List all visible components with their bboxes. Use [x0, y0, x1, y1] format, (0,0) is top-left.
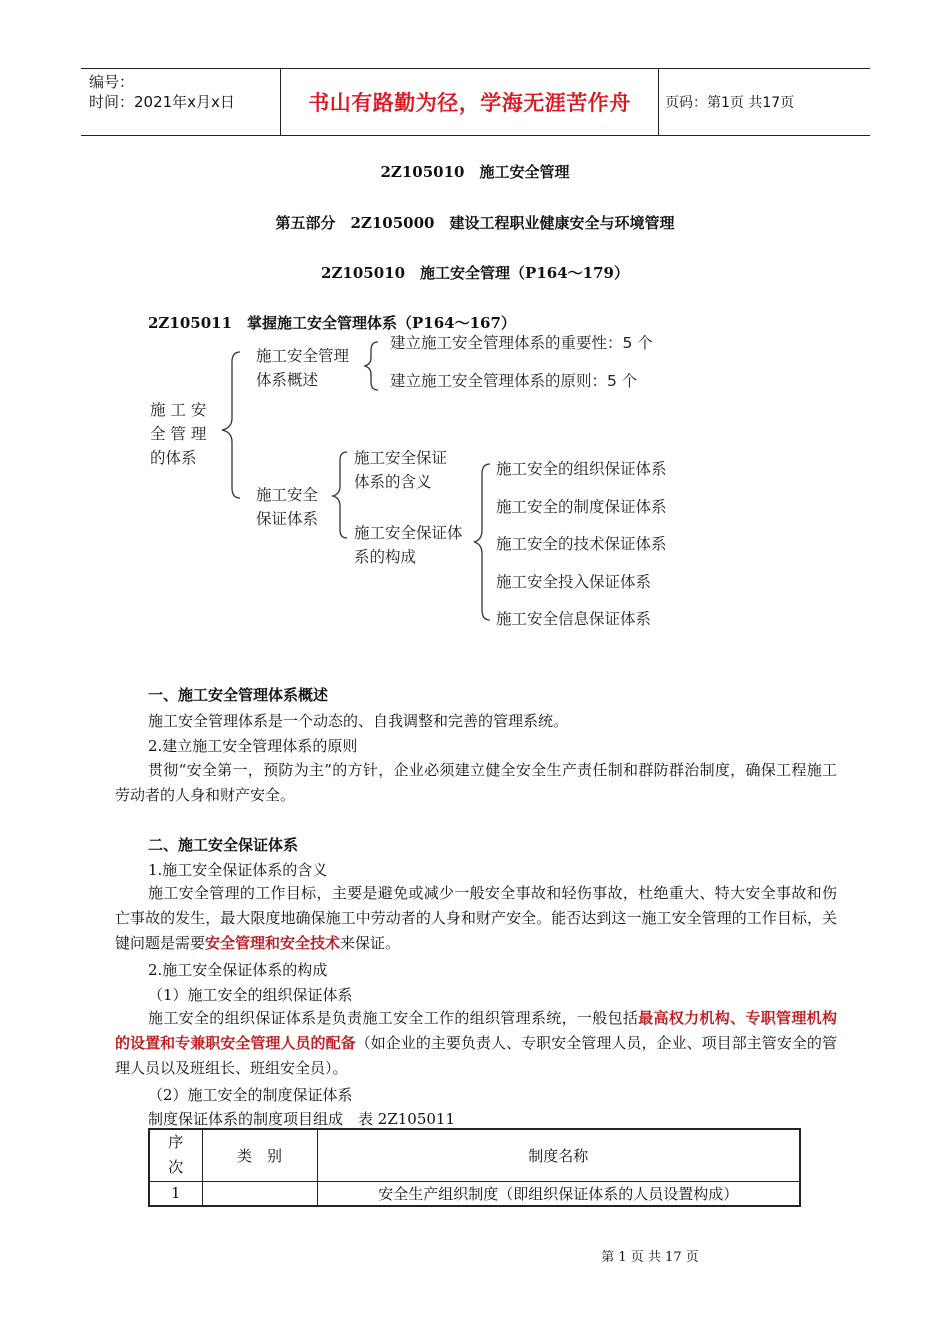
- section2-heading: 二、施工安全保证体系: [148, 836, 299, 854]
- section2-l4: （2）施工安全的制度保证体系: [148, 1086, 353, 1104]
- section2-l1: 1.施工安全保证体系的含义: [148, 861, 328, 879]
- regulation-table: [148, 1128, 801, 1207]
- header-motto: 书山有路勤为径，学海无涯苦作舟: [280, 69, 659, 135]
- section2-p1-c: 来保证。: [340, 934, 401, 952]
- header-seq: 序次: [149, 1129, 202, 1181]
- root-line-1: 施 工 安: [150, 401, 207, 419]
- mindmap-meaning: [354, 446, 447, 494]
- section2-p1-highlight: 安全管理和安全技术: [205, 934, 341, 952]
- section2-l3: （1）施工安全的组织保证体系: [148, 986, 353, 1004]
- section2-p1: [115, 881, 837, 956]
- overview-line-1: 施工安全管理: [256, 347, 350, 365]
- number-label: 编号：: [89, 73, 135, 91]
- composition-item-5: 施工安全信息保证体系: [496, 610, 652, 628]
- overview-line-2: 体系概述: [256, 371, 319, 389]
- section2-p1-a: 施工安全管理的工作目标，主要是避免或减少一般安全事故和轻伤事故，杜绝重大、特大安全事故和伤亡事故的发生，最大限度地确保施工中劳动者的人身和财产安全。能否达到这一施工安全管理的工作目标，关键问题是需要: [115, 884, 837, 952]
- composition-brace: [474, 464, 490, 620]
- meaning-line-2: 体系的含义: [354, 473, 432, 491]
- page-title-1: 2Z105010 施工安全管理: [380, 163, 570, 181]
- overview-item-1: 建立施工安全管理体系的重要性：5 个: [390, 334, 653, 352]
- section1-p1: 施工安全管理体系是一个动态的、自我调整和完善的管理系统。: [148, 712, 569, 730]
- table-caption: 制度保证体系的制度项目组成 表 2Z105011: [148, 1110, 455, 1128]
- table-row: [149, 1181, 800, 1206]
- page-title-2: 第五部分 2Z105000 建设工程职业健康安全与环境管理: [275, 214, 675, 232]
- mindmap-composition: [354, 521, 463, 569]
- section1-heading: 一、施工安全管理体系概述: [148, 686, 329, 704]
- section2-p2-a: 施工安全的组织保证体系是负责施工安全工作的组织管理系统，一般包括: [148, 1009, 639, 1027]
- root-line-3: 的体系: [150, 449, 197, 467]
- page-title-3: 2Z105010 施工安全管理（P164～179）: [321, 264, 629, 282]
- composition-item-3: 施工安全的技术保证体系: [496, 535, 667, 553]
- overview-brace: [365, 342, 378, 390]
- composition-line-1: 施工安全保证体: [354, 524, 463, 542]
- row-category: [202, 1181, 317, 1206]
- composition-item-4: 施工安全投入保证体系: [496, 573, 652, 591]
- section-subtitle: 2Z105011 掌握施工安全管理体系（P164～167）: [148, 314, 516, 332]
- root-line-2: 全 管 理: [150, 425, 207, 443]
- guarantee-line-1: 施工安全: [256, 486, 319, 504]
- guarantee-brace: [333, 452, 347, 538]
- section2-p2-c: （如企业的主要负责人、专职安全管理人员，企业、项目部主管安全的管理人员以及班组长、班组安全员）。: [115, 1034, 837, 1077]
- mindmap-root: [150, 398, 206, 470]
- section1-p2: 2.建立施工安全管理体系的原则: [148, 737, 358, 755]
- page-footer: 第 1 页 共 17 页: [601, 1250, 699, 1265]
- mindmap-overview: [256, 344, 349, 392]
- header-category: 类 别: [202, 1129, 317, 1181]
- section2-p2-highlight: 最高权力机构、专职管理机构的设置和专兼职安全管理人员的配备: [115, 1009, 837, 1052]
- row-seq: 1: [149, 1181, 202, 1206]
- guarantee-line-2: 保证体系: [256, 510, 319, 528]
- header-page-code: 页码：第1页 共17页: [665, 95, 795, 111]
- composition-item-1: 施工安全的组织保证体系: [496, 460, 667, 478]
- composition-item-2: 施工安全的制度保证体系: [496, 498, 667, 516]
- overview-item-2: 建立施工安全管理体系的原则：5 个: [390, 372, 638, 390]
- meaning-line-1: 施工安全保证: [354, 449, 448, 467]
- row-name: 安全生产组织制度（即组织保证体系的人员设置构成）: [317, 1181, 800, 1206]
- section2-l2: 2.施工安全保证体系的构成: [148, 961, 328, 979]
- section2-p2: [115, 1006, 837, 1081]
- mindmap-guarantee: [256, 483, 318, 531]
- root-brace: [222, 352, 240, 498]
- section1-p3: 贯彻“安全第一，预防为主”的方针，企业必须建立健全安全生产责任制和群防群治制度，确保工程施工劳动者的人身和财产安全。: [115, 761, 837, 804]
- table-header-row: [149, 1129, 800, 1181]
- composition-line-2: 系的构成: [354, 548, 417, 566]
- header-name: 制度名称: [317, 1129, 800, 1181]
- time-label: 时间：2021年x月x日: [89, 93, 235, 111]
